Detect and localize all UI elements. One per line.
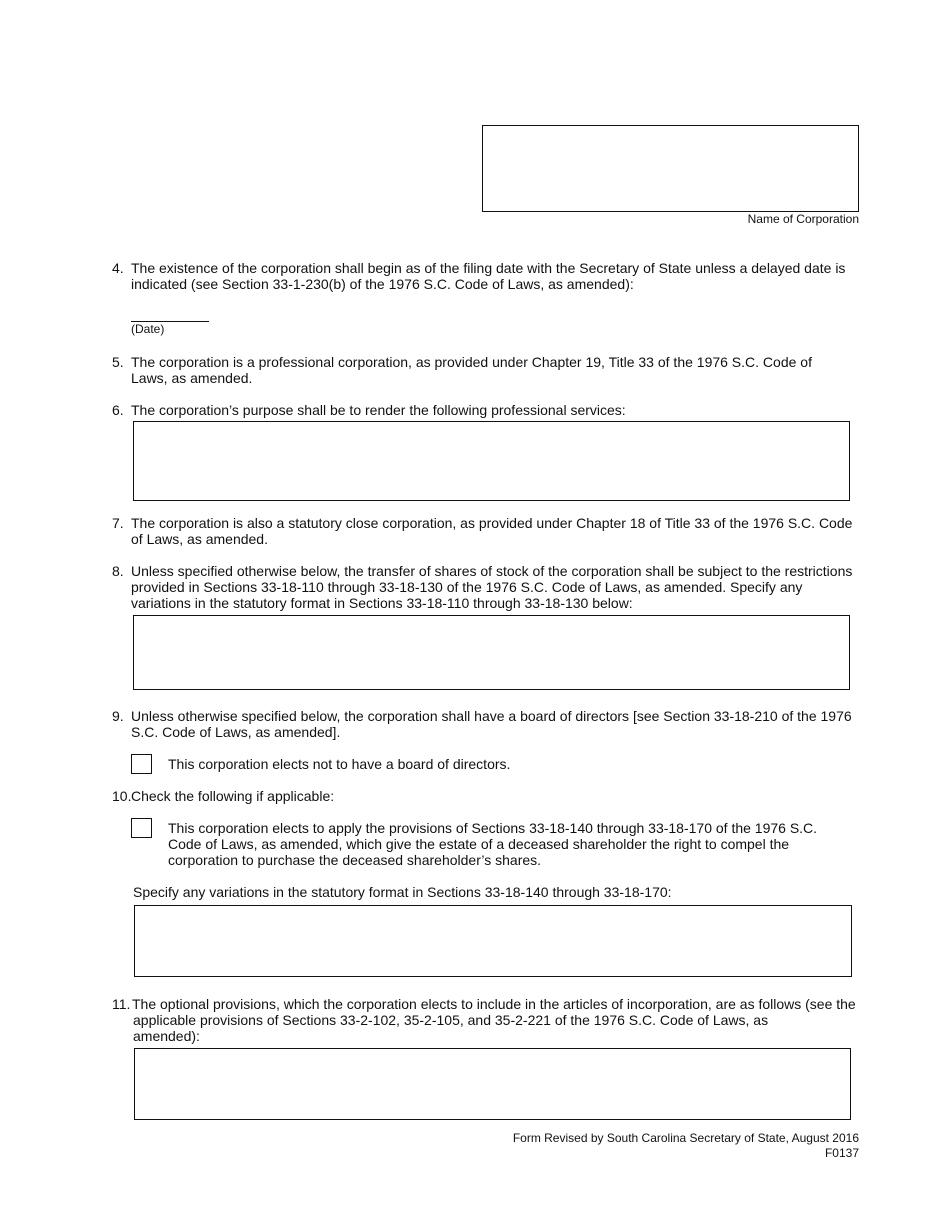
- item-6-number: 6.: [112, 402, 124, 418]
- item-7-number: 7.: [112, 515, 124, 531]
- item-8-text-line-3: variations in the statutory format in Sections 33-18-110 through 33-18-130 below:: [131, 595, 633, 611]
- item-7-text-line-1: The corporation is also a statutory close corporation, as provided under Chapter 18 of Title 33 of the 1976 S.C. Code: [131, 515, 853, 531]
- item-9-text-line-2: S.C. Code of Laws, as amended].: [131, 724, 341, 740]
- deceased-shareholder-label-line-1: This corporation elects to apply the provisions of Sections 33-18-140 through 33-18-170 of the 1976 S.C.: [168, 820, 818, 836]
- item-6-text-line-1: The corporation’s purpose shall be to render the following professional services:: [131, 402, 626, 418]
- item-7-text-line-2: of Laws, as amended.: [131, 531, 268, 547]
- deceased-shareholder-variations-field[interactable]: [134, 905, 852, 977]
- item-5-number: 5.: [112, 354, 124, 370]
- item-4-text-line-1: The existence of the corporation shall begin as of the filing date with the Secretary of State unless a delayed date is: [131, 260, 846, 276]
- item-4-number: 4.: [112, 260, 124, 276]
- item-8-text-line-1: Unless specified otherwise below, the transfer of shares of stock of the corporation shall be subject to the restrictions: [131, 563, 853, 579]
- date-label: (Date): [131, 322, 165, 336]
- item-5-text-line-2: Laws, as amended.: [131, 370, 253, 386]
- item-8-number: 8.: [112, 563, 124, 579]
- item-5-text-line-1: The corporation is a professional corporation, as provided under Chapter 19, Title 33 of the 1976 S.C. Code of: [131, 354, 812, 370]
- item-8-text-line-2: provided in Sections 33-18-110 through 33-18-130 of the 1976 S.C. Code of Laws, as amended. Specify any: [131, 579, 803, 595]
- name-of-corporation-label: Name of Corporation: [747, 212, 859, 226]
- no-board-of-directors-label: This corporation elects not to have a board of directors.: [168, 756, 511, 772]
- item-10-variations-label: Specify any variations in the statutory format in Sections 33-18-140 through 33-18-170:: [133, 884, 672, 900]
- deceased-shareholder-checkbox[interactable]: [131, 818, 152, 838]
- deceased-shareholder-label-line-2: Code of Laws, as amended, which give the estate of a deceased shareholder the right to compel the: [168, 836, 790, 852]
- item-11-text-line-1: The optional provisions, which the corporation elects to include in the articles of incorporation, are as follows (see the: [132, 996, 856, 1012]
- professional-services-field[interactable]: [133, 421, 850, 501]
- item-4-text-line-2: indicated (see Section 33-1-230(b) of the 1976 S.C. Code of Laws, as amended):: [131, 276, 634, 292]
- item-11-number: 11.: [112, 996, 131, 1012]
- no-board-of-directors-checkbox[interactable]: [131, 754, 152, 774]
- item-9-number: 9.: [112, 708, 124, 724]
- deceased-shareholder-label-line-3: corporation to purchase the deceased shareholder’s shares.: [168, 852, 542, 868]
- form-revision-note: Form Revised by South Carolina Secretary of State, August 2016: [512, 1131, 859, 1145]
- optional-provisions-field[interactable]: [134, 1048, 851, 1120]
- name-of-corporation-field[interactable]: [482, 125, 859, 212]
- item-11-text-line-3: amended):: [133, 1028, 200, 1044]
- item-10-number: 10.: [112, 788, 132, 804]
- form-number: F0137: [824, 1146, 859, 1160]
- item-11-text-line-2: applicable provisions of Sections 33-2-102, 35-2-105, and 35-2-221 of the 1976 S.C. Code of Laws, as: [133, 1012, 769, 1028]
- item-9-text-line-1: Unless otherwise specified below, the corporation shall have a board of directors [see Section 33-18-210 of the 1976: [131, 708, 852, 724]
- item-10-text-line-1: Check the following if applicable:: [131, 788, 335, 804]
- share-transfer-variations-field[interactable]: [133, 615, 850, 690]
